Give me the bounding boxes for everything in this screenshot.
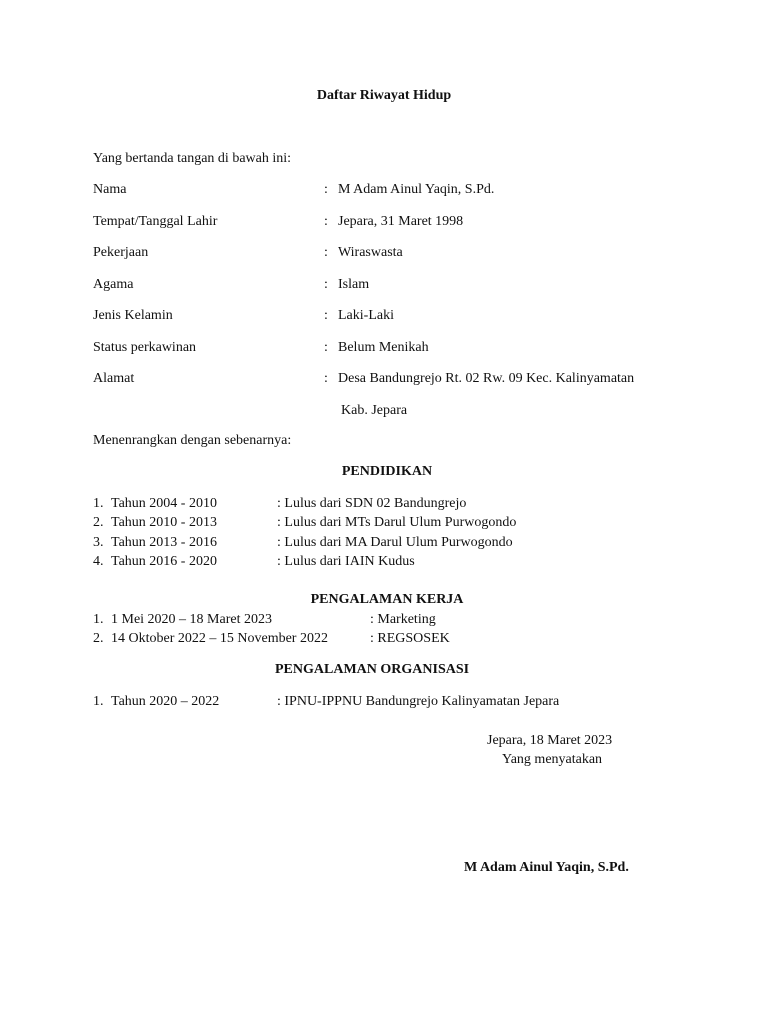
field-colon: : [324,277,328,292]
field-value: Wiraswasta [338,245,403,260]
item-description: : Lulus dari IAIN Kudus [277,554,415,569]
item-description: : REGSOSEK [370,631,450,646]
statement-text: Menenrangkan dengan sebenarnya: [93,433,292,448]
item-description: : Lulus dari MA Darul Ulum Purwogondo [277,535,513,550]
item-period: Tahun 2010 - 2013 [111,515,217,530]
item-number: 1. [93,496,104,511]
field-colon: : [324,308,328,323]
item-description: : Lulus dari MTs Darul Ulum Purwogondo [277,515,517,530]
item-number: 3. [93,535,104,550]
field-label: Pekerjaan [93,245,149,260]
field-colon: : [324,340,328,355]
work-heading: PENGALAMAN KERJA [310,592,464,607]
item-number: 4. [93,554,104,569]
field-value: Belum Menikah [338,340,429,355]
item-number: 2. [93,515,104,530]
item-number: 1. [93,694,104,709]
field-label: Status perkawinan [93,340,197,355]
item-period: Tahun 2020 – 2022 [111,694,220,709]
item-description: : IPNU-IPPNU Bandungrejo Kalinyamatan Jepara [277,694,560,709]
field-value: Jepara, 31 Maret 1998 [338,214,464,229]
field-colon: : [324,214,328,229]
field-value: M Adam Ainul Yaqin, S.Pd. [338,182,495,197]
field-value: Islam [338,277,370,292]
field-label: Jenis Kelamin [93,308,173,323]
item-description: : Marketing [370,612,436,627]
field-value: Laki-Laki [338,308,394,323]
organization-heading: PENGALAMAN ORGANISASI [275,662,470,677]
field-label: Alamat [93,371,135,386]
field-value-continuation: Kab. Jepara [341,403,408,418]
intro-text: Yang bertanda tangan di bawah ini: [93,151,292,166]
signature-place-date: Jepara, 18 Maret 2023 [487,733,613,748]
education-heading: PENDIDIKAN [341,464,433,479]
signature-name: M Adam Ainul Yaqin, S.Pd. [464,860,629,875]
item-number: 2. [93,631,104,646]
item-number: 1. [93,612,104,627]
item-description: : Lulus dari SDN 02 Bandungrejo [277,496,467,511]
item-period: Tahun 2004 - 2010 [111,496,217,511]
field-colon: : [324,371,328,386]
field-label: Nama [93,182,127,197]
item-period: Tahun 2016 - 2020 [111,554,217,569]
signature-caption: Yang menyatakan [502,752,603,767]
item-period: Tahun 2013 - 2016 [111,535,217,550]
item-period: 1 Mei 2020 – 18 Maret 2023 [111,612,272,627]
field-label: Agama [93,277,134,292]
field-colon: : [324,182,328,197]
field-value: Desa Bandungrejo Rt. 02 Rw. 09 Kec. Kalinyamatan [338,371,635,386]
field-label: Tempat/Tanggal Lahir [93,214,218,229]
document-title: Daftar Riwayat Hidup [316,88,452,103]
item-period: 14 Oktober 2022 – 15 November 2022 [111,631,328,646]
field-colon: : [324,245,328,260]
